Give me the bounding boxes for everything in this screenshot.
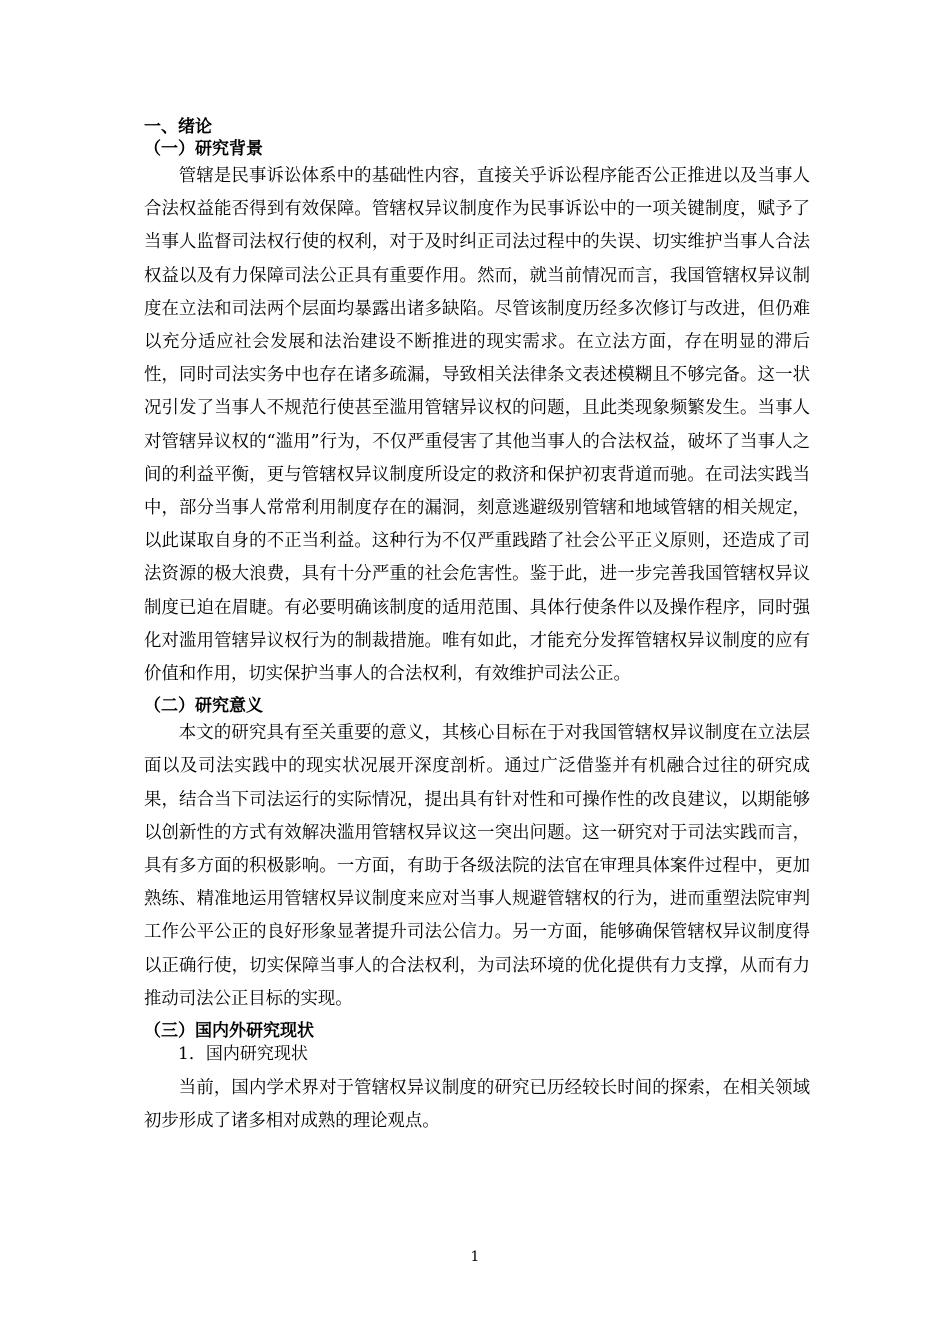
body-paragraph-domestic: 当前，国内学术界对于管辖权异议制度的研究已历经较长时间的探索，在相关领域初步形成了诸多相对成熟的理论观点。 [144,1078,810,1132]
section-heading-research-status: （三）国内外研究现状 [144,1021,314,1042]
page-number: 1 [470,1249,480,1265]
document-body [144,116,810,1138]
section-heading-background: （一）研究背景 [144,139,263,159]
section-heading-significance: （二）研究意义 [144,696,263,717]
chapter-title: 一、绪论 [144,117,212,137]
subsection-heading-domestic: 1．国内研究现状 [178,1044,308,1065]
body-paragraph-background: 管辖是民事诉讼体系中的基础性内容，直接关乎诉讼程序能否公正推进以及当事人合法权益能否得到有效保障。管辖权异议制度作为民事诉讼中的一项关键制度，赋予了当事人监督司法权行使的权利，对于及时纠正司法过程中的失误、切实维护当事人合法权益以及有力保障司法公正具有重要作用。然而，就当前情况而言，我国管辖权异议制度在立法和司法两个层面均暴露出诸多缺陷。尽管该制度历经多次修订与改进，但仍难以充分适应社会发展和法治建设不断推进的现实需求。在立法方面，存在明显的滞后性，同时司法实务中也存在诸多疏漏，导致相关法律条文表述模糊且不够完备。这一状况引发了当事人不规范行使甚至滥用管辖异议权的问题，且此类现象频繁发生。当事人对管辖异议权的“滥用”行为，不仅严重侵害了其他当事人的合法权益，破坏了当事人之间的利益平衡，更与管辖权异议制度所设定的救济和保护初衷背道而驰。在司法实践当中，部分当事人常常利用制度存在的漏洞，刻意逃避级别管辖和地域管辖的相关规定，以此谋取自身的不正当利益。这种行为不仅严重践踏了社会公平正义原则，还造成了司法资源的极大浪费，具有十分严重的社会危害性。鉴于此，进一步完善我国管辖权异议制度已迫在眉睫。有必要明确该制度的适用范围、具体行使条件以及操作程序，同时强化对滥用管辖异议权行为的制裁措施。唯有如此，才能充分发挥管辖权异议制度的应有价值和作用，切实保护当事人的合法权利，有效维护司法公正。 [144,166,810,685]
body-paragraph-significance: 本文的研究具有至关重要的意义，其核心目标在于对我国管辖权异议制度在立法层面以及司法实践中的现实状况展开深度剖析。通过广泛借鉴并有机融合过往的研究成果，结合当下司法运行的实际情况，提出具有针对性和可操作性的改良建议，以期能够以创新性的方式有效解决滥用管辖权异议这一突出问题。这一研究对于司法实践而言，具有多方面的积极影响。一方面，有助于各级法院的法官在审理具体案件过程中，更加熟练、精准地运用管辖权异议制度来应对当事人规避管辖权的行为，进而重塑法院审判工作公平公正的良好形象显著提升司法公信力。另一方面，能够确保管辖权异议制度得以正确行使，切实保障当事人的合法权利，为司法环境的优化提供有力支撑，从而有力推动司法公正目标的实现。 [144,723,810,1009]
